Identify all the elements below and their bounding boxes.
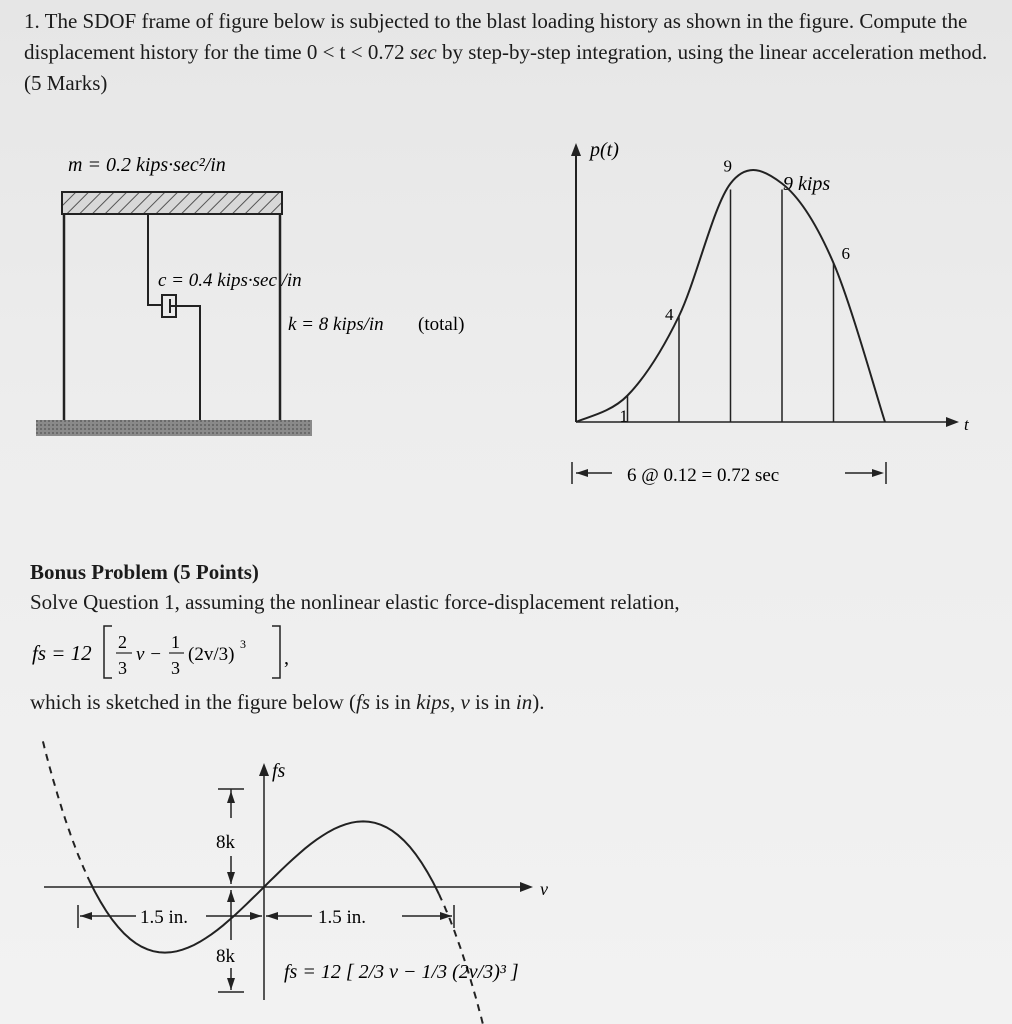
bonus-line2-fs: fs	[356, 690, 371, 714]
load-value-label: 4	[665, 305, 674, 324]
spring-x-label: v	[540, 879, 548, 899]
load-y-label: p(t)	[590, 139, 619, 161]
bonus-formula-lhs: fs = 12	[32, 641, 92, 665]
formula-frac1-num: 2	[118, 632, 127, 652]
question-text-part2: by step-by-step integration, using the linear acceleration method. (5 Marks)	[24, 40, 988, 95]
spring-x-axis-arrow-icon	[520, 882, 533, 892]
load-x-axis-arrow-icon	[946, 417, 959, 427]
bonus-title: Bonus Problem (5 Points)	[30, 560, 259, 584]
stiffness-label: k = 8 kips/in	[288, 314, 384, 335]
load-dimension	[572, 462, 886, 486]
left-dim-arrow-icon	[80, 912, 92, 920]
time-unit: sec	[409, 40, 437, 64]
time-range: 0 < t < 0.72	[306, 40, 405, 64]
load-spacing-label: 6 @ 0.12 = 0.72 sec	[627, 465, 780, 486]
spring-curve-tail-right	[439, 894, 485, 1024]
formula-frac2-num: 1	[171, 632, 180, 652]
spring-curve-tail-left	[43, 741, 89, 880]
bracket-left-icon	[104, 626, 112, 678]
spring-formula: fs = 12 [ 2/3 v − 1/3 (2v/3)³ ]	[284, 961, 519, 983]
load-chart	[571, 139, 970, 434]
load-value-label: 6	[841, 244, 850, 263]
formula-v: v −	[136, 644, 163, 665]
question-text-part1: The SDOF frame of figure below is subjected to the blast loading history as shown in the figure. Compute the displacement history for the time	[24, 9, 968, 64]
rigid-girder	[62, 192, 282, 214]
lower-dim-arrow-icon	[227, 978, 235, 990]
left-displacement-label: 1.5 in.	[140, 907, 189, 928]
load-value-label: 1	[619, 406, 628, 426]
upper-force-label: 8k	[216, 832, 235, 853]
sdof-frame	[36, 192, 312, 436]
formula-cubic: (2v/3)	[188, 644, 235, 665]
dimension-arrow-right-icon	[872, 469, 884, 477]
bonus-line2-a: which is sketched in the figure below (	[30, 690, 356, 714]
mass-label: m = 0.2 kips·sec²/in	[68, 154, 226, 176]
formula-comma: ,	[284, 647, 289, 669]
bonus-line1: Solve Question 1, assuming the nonlinear elastic force-displacement relation,	[30, 590, 680, 614]
formula-frac1-den: 3	[118, 658, 127, 678]
formula-frac2-den: 3	[171, 658, 180, 678]
damper-bottom-link	[170, 306, 200, 422]
load-x-label: t	[964, 415, 969, 434]
formula-exponent: 3	[240, 637, 246, 651]
spring-chart	[43, 741, 548, 1024]
ground	[36, 420, 312, 436]
bonus-line2-c: ,	[449, 690, 461, 714]
bonus-line2-b: is in	[370, 690, 417, 714]
bonus-line2-v: v	[460, 690, 470, 714]
right-displacement-label: 1.5 in.	[318, 907, 367, 928]
load-peak-label: 9 kips	[783, 173, 831, 195]
question-number: 1.	[24, 9, 40, 33]
bonus-line2	[30, 690, 544, 715]
bonus-line2-d: is in	[469, 690, 516, 714]
bonus-line2-e: ).	[532, 690, 545, 714]
load-value-label: 9	[723, 156, 732, 176]
dimension-arrow-left-icon	[576, 469, 588, 477]
bonus-line2-in: in	[515, 690, 533, 714]
spring-y-axis-arrow-icon	[259, 763, 269, 776]
damping-label: c = 0.4 kips·sec /in	[158, 270, 302, 291]
stiffness-suffix: (total)	[418, 314, 465, 335]
upper-dim-arrow-icon	[227, 791, 235, 803]
spring-y-label: fs	[272, 760, 286, 782]
bracket-right-icon	[272, 626, 280, 678]
load-y-axis-arrow-icon	[571, 143, 581, 156]
bonus-formula	[32, 626, 289, 678]
bonus-line2-kips: kips	[416, 690, 450, 714]
lower-force-label: 8k	[216, 946, 235, 967]
damper-top-link	[148, 214, 162, 305]
